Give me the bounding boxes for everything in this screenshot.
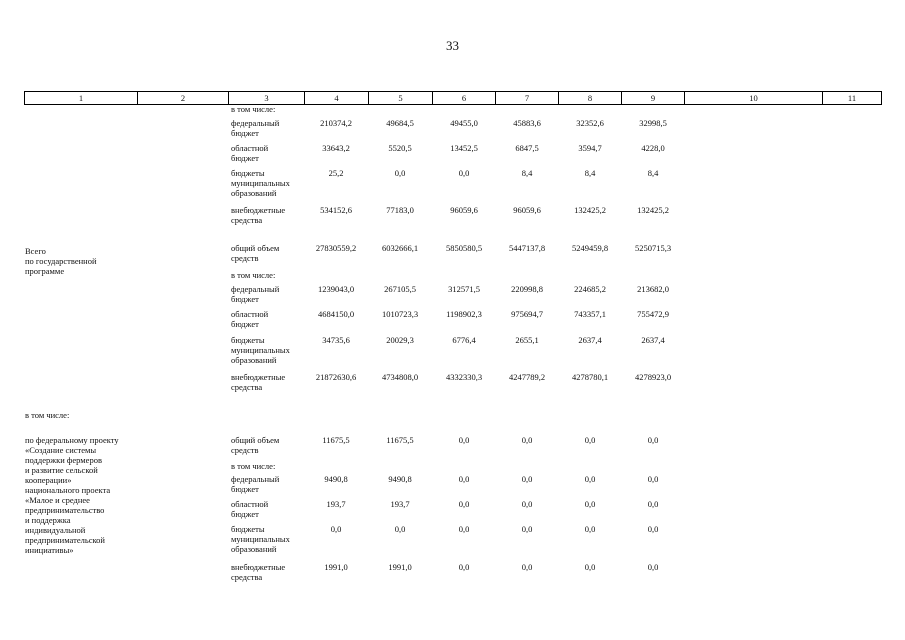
table-cell-value: 132425,2 bbox=[637, 205, 669, 215]
table-cell-value: 96059,6 bbox=[513, 205, 541, 215]
table-header-row bbox=[24, 91, 882, 105]
table-cell-value: 0,0 bbox=[647, 499, 659, 509]
table-cell-value: 1010723,3 bbox=[381, 309, 419, 319]
table-cell-value: 0,0 bbox=[458, 499, 470, 509]
header-cell: 7 bbox=[496, 92, 559, 104]
table-cell-value: 534152,6 bbox=[320, 205, 352, 215]
table-cell-value: 224685,2 bbox=[574, 284, 606, 294]
funding-source-label: общий объем средств bbox=[231, 243, 280, 263]
table-cell-value: 0,0 bbox=[521, 474, 533, 484]
table-cell-value: 0,0 bbox=[521, 524, 533, 534]
table-cell-value: 20029,3 bbox=[386, 335, 414, 345]
table-cell-value: 0,0 bbox=[330, 524, 342, 534]
table-cell-value: 96059,6 bbox=[450, 205, 478, 215]
table-cell-value: 0,0 bbox=[521, 499, 533, 509]
table-cell-value: 32998,5 bbox=[639, 118, 667, 128]
table-cell-value: 8,4 bbox=[647, 168, 659, 178]
funding-source-label: федеральный бюджет bbox=[231, 118, 280, 138]
row-group-label: в том числе: bbox=[25, 410, 70, 420]
funding-source-label: в том числе: bbox=[231, 270, 276, 280]
table-cell-value: 743357,1 bbox=[574, 309, 606, 319]
funding-source-label: в том числе: bbox=[231, 104, 276, 114]
table-cell-value: 4734808,0 bbox=[381, 372, 419, 382]
table-cell-value: 21872630,6 bbox=[315, 372, 357, 382]
table-cell-value: 0,0 bbox=[584, 562, 596, 572]
table-cell-value: 4228,0 bbox=[641, 143, 665, 153]
table-cell-value: 4278923,0 bbox=[634, 372, 672, 382]
table-cell-value: 213682,0 bbox=[637, 284, 669, 294]
funding-source-label: федеральный бюджет bbox=[231, 474, 280, 494]
table-cell-value: 9490,8 bbox=[324, 474, 348, 484]
table-cell-value: 11675,5 bbox=[322, 435, 350, 445]
table-cell-value: 312571,5 bbox=[448, 284, 480, 294]
table-cell-value: 4332330,3 bbox=[445, 372, 483, 382]
table-cell-value: 0,0 bbox=[584, 474, 596, 484]
table-cell-value: 25,2 bbox=[328, 168, 344, 178]
table-cell-value: 45883,6 bbox=[513, 118, 541, 128]
table-cell-value: 193,7 bbox=[390, 499, 410, 509]
table-cell-value: 0,0 bbox=[458, 562, 470, 572]
table-cell-value: 0,0 bbox=[584, 524, 596, 534]
table-cell-value: 3594,7 bbox=[578, 143, 602, 153]
table-cell-value: 49684,5 bbox=[386, 118, 414, 128]
table-cell-value: 5250715,3 bbox=[634, 243, 672, 253]
table-cell-value: 11675,5 bbox=[386, 435, 414, 445]
funding-source-label: внебюджетные средства bbox=[231, 205, 286, 225]
funding-source-label: бюджеты муниципальных образований bbox=[231, 335, 290, 365]
table-cell-value: 0,0 bbox=[458, 474, 470, 484]
header-cell: 9 bbox=[622, 92, 685, 104]
table-cell-value: 2637,4 bbox=[641, 335, 665, 345]
funding-source-label: областной бюджет bbox=[231, 309, 269, 329]
table-cell-value: 1991,0 bbox=[388, 562, 412, 572]
table-cell-value: 5447137,8 bbox=[508, 243, 546, 253]
table-cell-value: 220998,8 bbox=[511, 284, 543, 294]
table-cell-value: 267105,5 bbox=[384, 284, 416, 294]
page-number: 33 bbox=[446, 38, 459, 53]
table-cell-value: 0,0 bbox=[458, 524, 470, 534]
funding-source-label: внебюджетные средства bbox=[231, 562, 286, 582]
header-cell: 4 bbox=[305, 92, 369, 104]
table-cell-value: 5249459,8 bbox=[571, 243, 609, 253]
table-cell-value: 27830559,2 bbox=[315, 243, 357, 253]
table-cell-value: 4278780,1 bbox=[571, 372, 609, 382]
header-cell: 5 bbox=[369, 92, 433, 104]
funding-source-label: областной бюджет bbox=[231, 499, 269, 519]
table-cell-value: 5520,5 bbox=[388, 143, 412, 153]
table-cell-value: 0,0 bbox=[521, 435, 533, 445]
table-cell-value: 49455,0 bbox=[450, 118, 478, 128]
table-cell-value: 8,4 bbox=[521, 168, 533, 178]
header-cell: 11 bbox=[847, 93, 857, 103]
table-cell-value: 2637,4 bbox=[578, 335, 602, 345]
table-cell-value: 1239043,0 bbox=[317, 284, 355, 294]
funding-source-label: в том числе: bbox=[231, 461, 276, 471]
table-cell-value: 4247789,2 bbox=[508, 372, 546, 382]
table-cell-value: 0,0 bbox=[394, 168, 406, 178]
funding-source-label: областной бюджет bbox=[231, 143, 269, 163]
header-cell: 1 bbox=[25, 92, 138, 104]
table-cell-value: 1991,0 bbox=[324, 562, 348, 572]
header-cell: 8 bbox=[559, 92, 622, 104]
table-cell-value: 9490,8 bbox=[388, 474, 412, 484]
table-cell-value: 755472,9 bbox=[637, 309, 669, 319]
table-cell-value: 34735,6 bbox=[322, 335, 350, 345]
table-cell-value: 132425,2 bbox=[574, 205, 606, 215]
table-cell-value: 6776,4 bbox=[452, 335, 476, 345]
table-cell-value: 0,0 bbox=[394, 524, 406, 534]
table-cell-value: 193,7 bbox=[326, 499, 346, 509]
table-cell-value: 975694,7 bbox=[511, 309, 543, 319]
table-cell-value: 33643,2 bbox=[322, 143, 350, 153]
funding-source-label: бюджеты муниципальных образований bbox=[231, 168, 290, 198]
table-cell-value: 0,0 bbox=[584, 499, 596, 509]
row-group-label: по федеральному проекту «Создание системы поддержки фермеров и развитие сельской кооперации» национального проекта «Малое и среднее предпринимательство и поддержка индивидуальной предпринимательской инициативы» bbox=[25, 435, 119, 555]
table-cell-value: 13452,5 bbox=[450, 143, 478, 153]
table-cell-value: 210374,2 bbox=[320, 118, 352, 128]
table-cell-value: 0,0 bbox=[647, 562, 659, 572]
table-cell-value: 4684150,0 bbox=[317, 309, 355, 319]
header-cell: 6 bbox=[433, 92, 496, 104]
row-group-label: Всего по государственной программе bbox=[25, 246, 97, 276]
table-cell-value: 77183,0 bbox=[386, 205, 414, 215]
funding-source-label: федеральный бюджет bbox=[231, 284, 280, 304]
table-cell-value: 6847,5 bbox=[515, 143, 539, 153]
table-cell-value: 1198902,3 bbox=[446, 309, 482, 319]
table-cell-value: 0,0 bbox=[647, 524, 659, 534]
table-cell-value: 0,0 bbox=[458, 168, 470, 178]
header-cell: 2 bbox=[138, 92, 229, 104]
table-cell-value: 0,0 bbox=[458, 435, 470, 445]
table-cell-value: 6032666,1 bbox=[381, 243, 419, 253]
table-cell-value: 0,0 bbox=[647, 435, 659, 445]
table-cell-value: 32352,6 bbox=[576, 118, 604, 128]
table-cell-value: 8,4 bbox=[584, 168, 596, 178]
table-cell-value: 0,0 bbox=[647, 474, 659, 484]
header-cell: 10 bbox=[685, 92, 823, 104]
table-cell-value: 0,0 bbox=[584, 435, 596, 445]
header-cell: 3 bbox=[229, 92, 305, 104]
funding-source-label: общий объем средств bbox=[231, 435, 280, 455]
funding-source-label: бюджеты муниципальных образований bbox=[231, 524, 290, 554]
table-cell-value: 0,0 bbox=[521, 562, 533, 572]
table-cell-value: 2655,1 bbox=[515, 335, 539, 345]
funding-source-label: внебюджетные средства bbox=[231, 372, 286, 392]
table-cell-value: 5850580,5 bbox=[445, 243, 483, 253]
